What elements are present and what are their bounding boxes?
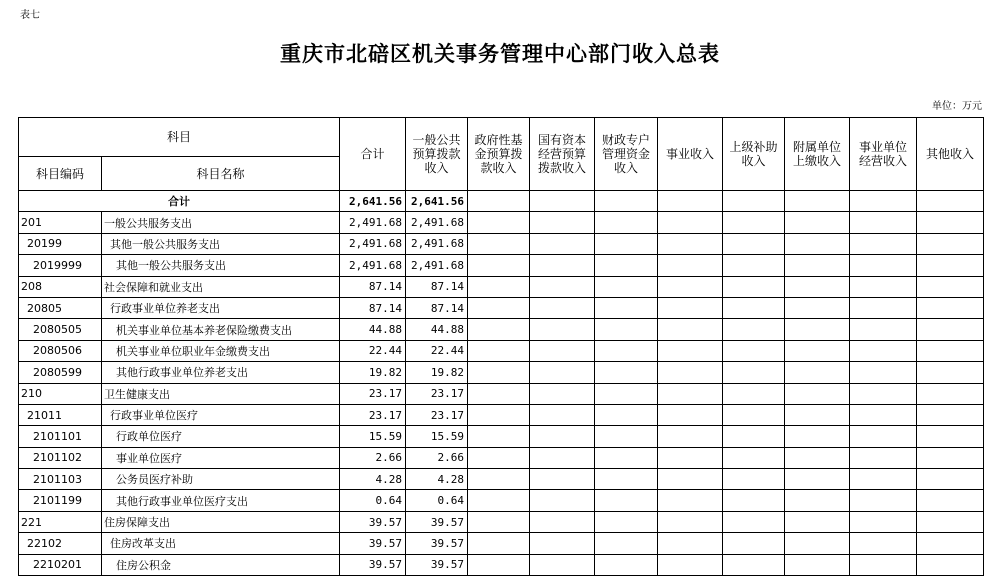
- total-amount-cell: 19.82: [340, 362, 406, 383]
- empty-cell: [785, 276, 850, 297]
- total-amount-cell: 39.57: [340, 533, 406, 554]
- subject-name-cell: 其他一般公共服务支出: [102, 233, 340, 254]
- empty-cell: [850, 319, 917, 340]
- subject-code-cell: 201: [19, 212, 102, 233]
- empty-cell: [850, 447, 917, 468]
- empty-cell: [595, 511, 658, 532]
- empty-cell: [658, 191, 723, 212]
- general-budget-cell: 2,491.68: [406, 255, 468, 276]
- empty-cell: [850, 490, 917, 511]
- empty-cell: [785, 447, 850, 468]
- empty-cell: [850, 340, 917, 361]
- table-row: [19, 511, 984, 532]
- empty-cell: [530, 490, 595, 511]
- empty-cell: [658, 447, 723, 468]
- empty-cell: [595, 447, 658, 468]
- empty-cell: [785, 233, 850, 254]
- table-row: [19, 383, 984, 404]
- table-row: [19, 276, 984, 297]
- header-subject: 科目: [19, 118, 340, 157]
- header-fiscal-special-text: 财政专户 管理资金 收入: [602, 133, 651, 175]
- empty-cell: [595, 340, 658, 361]
- subject-code-cell: 2019999: [19, 255, 102, 276]
- empty-cell: [917, 362, 984, 383]
- empty-cell: [917, 297, 984, 318]
- total-amount-cell: 15.59: [340, 426, 406, 447]
- empty-cell: [595, 276, 658, 297]
- total-amount-cell: 44.88: [340, 319, 406, 340]
- empty-cell: [785, 533, 850, 554]
- empty-cell: [658, 297, 723, 318]
- header-fiscal-special: [595, 118, 658, 191]
- empty-cell: [595, 469, 658, 490]
- empty-cell: [917, 276, 984, 297]
- empty-cell: [917, 404, 984, 425]
- empty-cell: [723, 319, 785, 340]
- subject-name-cell: 卫生健康支出: [102, 383, 340, 404]
- subject-code-cell: 2101199: [19, 490, 102, 511]
- header-subject-name: 科目名称: [102, 157, 340, 191]
- empty-cell: [468, 276, 530, 297]
- header-gov-fund-text: 政府性基 金预算拨 款收入: [474, 133, 523, 175]
- subject-code-cell: 210: [19, 383, 102, 404]
- subject-code-cell: 20199: [19, 233, 102, 254]
- total-amount-cell: 87.14: [340, 276, 406, 297]
- empty-cell: [917, 255, 984, 276]
- empty-cell: [785, 212, 850, 233]
- empty-cell: [723, 297, 785, 318]
- table-row: [19, 404, 984, 425]
- empty-cell: [917, 490, 984, 511]
- table-row: [19, 554, 984, 575]
- subject-code-cell: 221: [19, 511, 102, 532]
- empty-cell: [658, 255, 723, 276]
- empty-cell: [658, 426, 723, 447]
- header-business-operation: [850, 118, 917, 191]
- empty-cell: [530, 255, 595, 276]
- general-budget-cell: 2,491.68: [406, 233, 468, 254]
- subject-code-cell: 2101102: [19, 447, 102, 468]
- empty-cell: [723, 191, 785, 212]
- header-state-capital-text: 国有资本 经营预算 拨款收入: [538, 133, 587, 175]
- empty-cell: [530, 233, 595, 254]
- empty-cell: [468, 319, 530, 340]
- header-superior-subsidy: [723, 118, 785, 191]
- empty-cell: [595, 426, 658, 447]
- header-business-operation-text: 事业单位 经营收入: [859, 140, 908, 168]
- empty-cell: [723, 490, 785, 511]
- empty-cell: [723, 233, 785, 254]
- empty-cell: [530, 469, 595, 490]
- subject-name-cell: 行政事业单位医疗: [102, 404, 340, 425]
- header-superior-subsidy-text: 上级补助 收入: [729, 140, 778, 168]
- general-budget-cell: 4.28: [406, 469, 468, 490]
- empty-cell: [530, 404, 595, 425]
- table-row: [19, 469, 984, 490]
- empty-cell: [850, 276, 917, 297]
- empty-cell: [917, 533, 984, 554]
- table-row: [19, 233, 984, 254]
- header-general-budget: [406, 118, 468, 191]
- table-row: [19, 255, 984, 276]
- general-budget-cell: 39.57: [406, 533, 468, 554]
- empty-cell: [658, 362, 723, 383]
- empty-cell: [468, 469, 530, 490]
- general-budget-cell: 39.57: [406, 554, 468, 575]
- table-row: [19, 533, 984, 554]
- empty-cell: [468, 255, 530, 276]
- empty-cell: [785, 426, 850, 447]
- empty-cell: [530, 340, 595, 361]
- empty-cell: [658, 511, 723, 532]
- empty-cell: [530, 319, 595, 340]
- empty-cell: [530, 362, 595, 383]
- subject-name-cell: 机关事业单位职业年金缴费支出: [102, 340, 340, 361]
- total-amount-cell: 87.14: [340, 297, 406, 318]
- empty-cell: [530, 191, 595, 212]
- empty-cell: [468, 362, 530, 383]
- empty-cell: [468, 511, 530, 532]
- subject-name-cell: 其他一般公共服务支出: [102, 255, 340, 276]
- empty-cell: [850, 426, 917, 447]
- empty-cell: [658, 404, 723, 425]
- empty-cell: [785, 319, 850, 340]
- header-gov-fund: [468, 118, 530, 191]
- table-row: [19, 362, 984, 383]
- empty-cell: [595, 191, 658, 212]
- empty-cell: [468, 383, 530, 404]
- table-row: [19, 447, 984, 468]
- empty-cell: [723, 383, 785, 404]
- total-amount-cell: 2,491.68: [340, 255, 406, 276]
- empty-cell: [785, 554, 850, 575]
- header-total: 合计: [340, 118, 406, 191]
- empty-cell: [658, 319, 723, 340]
- empty-cell: [595, 212, 658, 233]
- empty-cell: [850, 233, 917, 254]
- subject-name-cell: 社会保障和就业支出: [102, 276, 340, 297]
- empty-cell: [595, 490, 658, 511]
- empty-cell: [723, 404, 785, 425]
- empty-cell: [850, 191, 917, 212]
- subject-name-cell: 其他行政事业单位医疗支出: [102, 490, 340, 511]
- subject-code-cell: 2210201: [19, 554, 102, 575]
- empty-cell: [723, 212, 785, 233]
- empty-cell: [595, 554, 658, 575]
- empty-cell: [468, 533, 530, 554]
- subject-name-cell: 住房保障支出: [102, 511, 340, 532]
- empty-cell: [530, 383, 595, 404]
- empty-cell: [723, 447, 785, 468]
- total-label: 合计: [19, 191, 340, 212]
- empty-cell: [850, 362, 917, 383]
- subject-code-cell: 21011: [19, 404, 102, 425]
- general-budget-cell: 15.59: [406, 426, 468, 447]
- header-other-income: 其他收入: [917, 118, 984, 191]
- empty-cell: [468, 191, 530, 212]
- unit-label: 单位：万元: [932, 101, 982, 112]
- empty-cell: [723, 362, 785, 383]
- empty-cell: [850, 212, 917, 233]
- subject-name-cell: 公务员医疗补助: [102, 469, 340, 490]
- empty-cell: [595, 297, 658, 318]
- header-business-income: 事业收入: [658, 118, 723, 191]
- empty-cell: [658, 233, 723, 254]
- empty-cell: [468, 297, 530, 318]
- empty-cell: [468, 233, 530, 254]
- subject-code-cell: 2080506: [19, 340, 102, 361]
- empty-cell: [723, 426, 785, 447]
- table-row: [19, 212, 984, 233]
- empty-cell: [723, 533, 785, 554]
- header-affiliated-unit: [785, 118, 850, 191]
- empty-cell: [468, 426, 530, 447]
- empty-cell: [658, 383, 723, 404]
- subject-code-cell: 22102: [19, 533, 102, 554]
- empty-cell: [785, 469, 850, 490]
- empty-cell: [468, 212, 530, 233]
- empty-cell: [530, 276, 595, 297]
- empty-cell: [468, 447, 530, 468]
- empty-cell: [785, 404, 850, 425]
- empty-cell: [658, 212, 723, 233]
- empty-cell: [850, 297, 917, 318]
- general-budget-cell: 2,491.68: [406, 212, 468, 233]
- empty-cell: [595, 255, 658, 276]
- empty-cell: [785, 297, 850, 318]
- empty-cell: [658, 469, 723, 490]
- empty-cell: [917, 319, 984, 340]
- table-row: [19, 490, 984, 511]
- empty-cell: [658, 490, 723, 511]
- empty-cell: [917, 426, 984, 447]
- header-general-budget-text: 一般公共 预算拨款 收入: [412, 133, 461, 175]
- empty-cell: [917, 233, 984, 254]
- empty-cell: [917, 447, 984, 468]
- empty-cell: [530, 212, 595, 233]
- empty-cell: [595, 319, 658, 340]
- subject-code-cell: 208: [19, 276, 102, 297]
- total-amount-cell: 39.57: [340, 511, 406, 532]
- empty-cell: [595, 233, 658, 254]
- empty-cell: [723, 340, 785, 361]
- empty-cell: [785, 511, 850, 532]
- subject-name-cell: 事业单位医疗: [102, 447, 340, 468]
- subject-code-cell: 20805: [19, 297, 102, 318]
- table-row: [19, 297, 984, 318]
- empty-cell: [850, 383, 917, 404]
- subject-name-cell: 其他行政事业单位养老支出: [102, 362, 340, 383]
- subject-name-cell: 住房公积金: [102, 554, 340, 575]
- general-budget-cell: 87.14: [406, 276, 468, 297]
- total-amount-cell: 4.28: [340, 469, 406, 490]
- header-subject-code: 科目编码: [19, 157, 102, 191]
- empty-cell: [595, 404, 658, 425]
- general-budget-cell: 2.66: [406, 447, 468, 468]
- general-budget-cell: 0.64: [406, 490, 468, 511]
- general-budget-cell: 22.44: [406, 340, 468, 361]
- empty-cell: [530, 511, 595, 532]
- empty-cell: [530, 533, 595, 554]
- empty-cell: [850, 533, 917, 554]
- general-budget-cell: 44.88: [406, 319, 468, 340]
- subject-name-cell: 一般公共服务支出: [102, 212, 340, 233]
- empty-cell: [658, 276, 723, 297]
- total-amount-cell: 23.17: [340, 383, 406, 404]
- empty-cell: [723, 255, 785, 276]
- subject-name-cell: 住房改革支出: [102, 533, 340, 554]
- total-amount-cell: 0.64: [340, 490, 406, 511]
- empty-cell: [917, 469, 984, 490]
- total-amount-cell: 2,491.68: [340, 212, 406, 233]
- empty-cell: [468, 554, 530, 575]
- empty-cell: [785, 383, 850, 404]
- empty-cell: [785, 490, 850, 511]
- empty-cell: [850, 404, 917, 425]
- empty-cell: [850, 511, 917, 532]
- subject-code-cell: 2101103: [19, 469, 102, 490]
- empty-cell: [917, 511, 984, 532]
- page-title: 重庆市北碚区机关事务管理中心部门收入总表: [280, 41, 720, 66]
- empty-cell: [595, 383, 658, 404]
- empty-cell: [723, 469, 785, 490]
- general-budget-cell: 87.14: [406, 297, 468, 318]
- empty-cell: [468, 340, 530, 361]
- empty-cell: [850, 554, 917, 575]
- table-number-label: 表七: [20, 10, 40, 21]
- total-amount: 2,641.56: [340, 191, 406, 212]
- total-amount-cell: 22.44: [340, 340, 406, 361]
- empty-cell: [530, 447, 595, 468]
- empty-cell: [658, 340, 723, 361]
- subject-code-cell: 2080505: [19, 319, 102, 340]
- empty-cell: [530, 426, 595, 447]
- empty-cell: [850, 255, 917, 276]
- total-amount-cell: 23.17: [340, 404, 406, 425]
- general-budget-cell: 23.17: [406, 383, 468, 404]
- empty-cell: [723, 554, 785, 575]
- table-row: [19, 319, 984, 340]
- empty-cell: [917, 191, 984, 212]
- empty-cell: [723, 276, 785, 297]
- income-summary-table: [18, 117, 984, 576]
- empty-cell: [530, 297, 595, 318]
- table-row: [19, 340, 984, 361]
- empty-cell: [785, 255, 850, 276]
- general-budget-cell: 39.57: [406, 511, 468, 532]
- empty-cell: [595, 533, 658, 554]
- total-general-budget: 2,641.56: [406, 191, 468, 212]
- general-budget-cell: 19.82: [406, 362, 468, 383]
- empty-cell: [785, 362, 850, 383]
- empty-cell: [595, 362, 658, 383]
- subject-code-cell: 2080599: [19, 362, 102, 383]
- empty-cell: [658, 533, 723, 554]
- header-affiliated-unit-text: 附属单位 上缴收入: [793, 140, 842, 168]
- header-state-capital: [530, 118, 595, 191]
- total-amount-cell: 39.57: [340, 554, 406, 575]
- empty-cell: [468, 490, 530, 511]
- empty-cell: [468, 404, 530, 425]
- empty-cell: [723, 511, 785, 532]
- empty-cell: [785, 340, 850, 361]
- subject-name-cell: 行政单位医疗: [102, 426, 340, 447]
- empty-cell: [658, 554, 723, 575]
- total-amount-cell: 2.66: [340, 447, 406, 468]
- subject-name-cell: 行政事业单位养老支出: [102, 297, 340, 318]
- subject-name-cell: 机关事业单位基本养老保险缴费支出: [102, 319, 340, 340]
- empty-cell: [917, 212, 984, 233]
- empty-cell: [530, 554, 595, 575]
- empty-cell: [850, 469, 917, 490]
- empty-cell: [917, 383, 984, 404]
- table-row-total: [19, 191, 984, 212]
- general-budget-cell: 23.17: [406, 404, 468, 425]
- table-row: [19, 426, 984, 447]
- empty-cell: [785, 191, 850, 212]
- empty-cell: [917, 340, 984, 361]
- subject-code-cell: 2101101: [19, 426, 102, 447]
- empty-cell: [917, 554, 984, 575]
- total-amount-cell: 2,491.68: [340, 233, 406, 254]
